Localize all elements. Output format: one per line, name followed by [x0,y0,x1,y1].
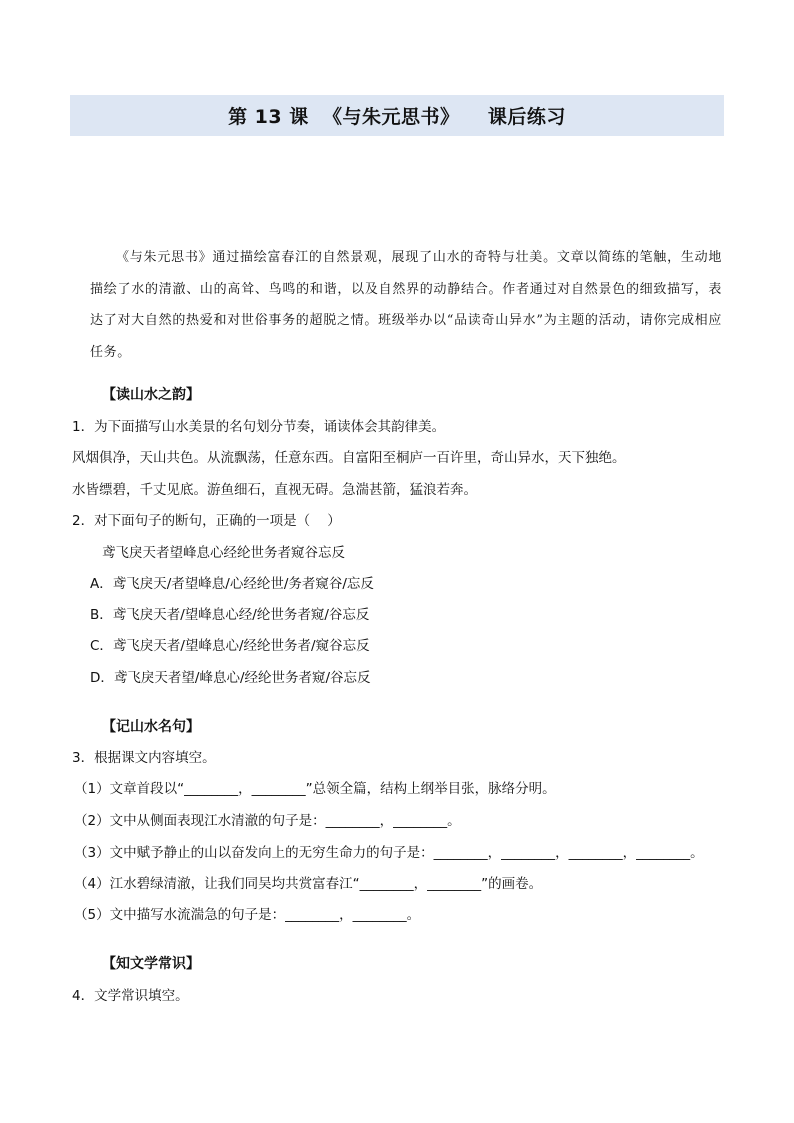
section-heading-literature: 【知文学常识】 [102,956,200,972]
question-4-stem: 4．文学常识填空。 [72,988,189,1004]
question-1-stem: 1．为下面描写山水美景的名句划分节奏，诵读体会其韵律美。 [72,419,446,435]
intro-paragraph-block [90,242,722,368]
intro-paragraph: 《与朱元思书》通过描绘富春江的自然景观，展现了山水的奇特与壮美。文章以简练的笔触，生动地描绘了水的清澈、山的高耸、鸟鸣的和谐，以及自然界的动静结合。作者通过对自然景色的细致描写，表达了对大自然的热爱和对世俗事务的超脱之情。班级举办以“品读奇山异水”为主题的活动，请你完成相应任务。 [90,250,722,360]
question-1-passage-line-2: 水皆缥碧，千丈见底。游鱼细石，直视无碍。急湍甚箭，猛浪若奔。 [72,482,477,498]
question-2-stem: 2．对下面句子的断句，正确的一项是（ ） [72,513,341,529]
question-3-item-5: （5）文中描写水流湍急的句子是：________，________。 [74,907,421,923]
section-heading-recite: 【记山水名句】 [102,719,200,735]
question-3-stem: 3．根据课文内容填空。 [72,750,216,766]
section-heading-read: 【读山水之韵】 [102,387,200,403]
question-3-item-2: （2）文中从侧面表现江水清澈的句子是：________，________。 [74,813,461,829]
question-2-option-b: B．鸢飞戾天者/望峰息心经/纶世务者窥/谷忘反 [90,607,370,623]
question-2-sentence: 鸢飞戾天者望峰息心经纶世务者窥谷忘反 [102,545,345,561]
question-3-item-1: （1）文章首段以“________，________”总领全篇，结构上纲举目张，脉络分明。 [74,781,556,797]
question-1-passage-line-1: 风烟俱净，天山共色。从流飘荡，任意东西。自富阳至桐庐一百许里，奇山异水，天下独绝。 [72,450,626,466]
question-2-option-d: D．鸢飞戾天者望/峰息心/经纶世务者窥/谷忘反 [90,670,371,686]
page-title: 第 13 课 《与朱元思书》 课后练习 [228,106,566,128]
question-2-option-c: C．鸢飞戾天者/望峰息心/经纶世务者/窥谷忘反 [90,638,370,654]
question-3-item-4: （4）江水碧绿清澈，让我们同吴均共赏富春江“________，________”的画卷。 [74,876,543,892]
question-2-option-a: A．鸢飞戾天/者望峰息/心经纶世/务者窥谷/忘反 [90,576,374,592]
title-bar [70,95,724,136]
question-3-item-3: （3）文中赋予静止的山以奋发向上的无穷生命力的句子是：________，________，________，________。 [74,845,704,861]
